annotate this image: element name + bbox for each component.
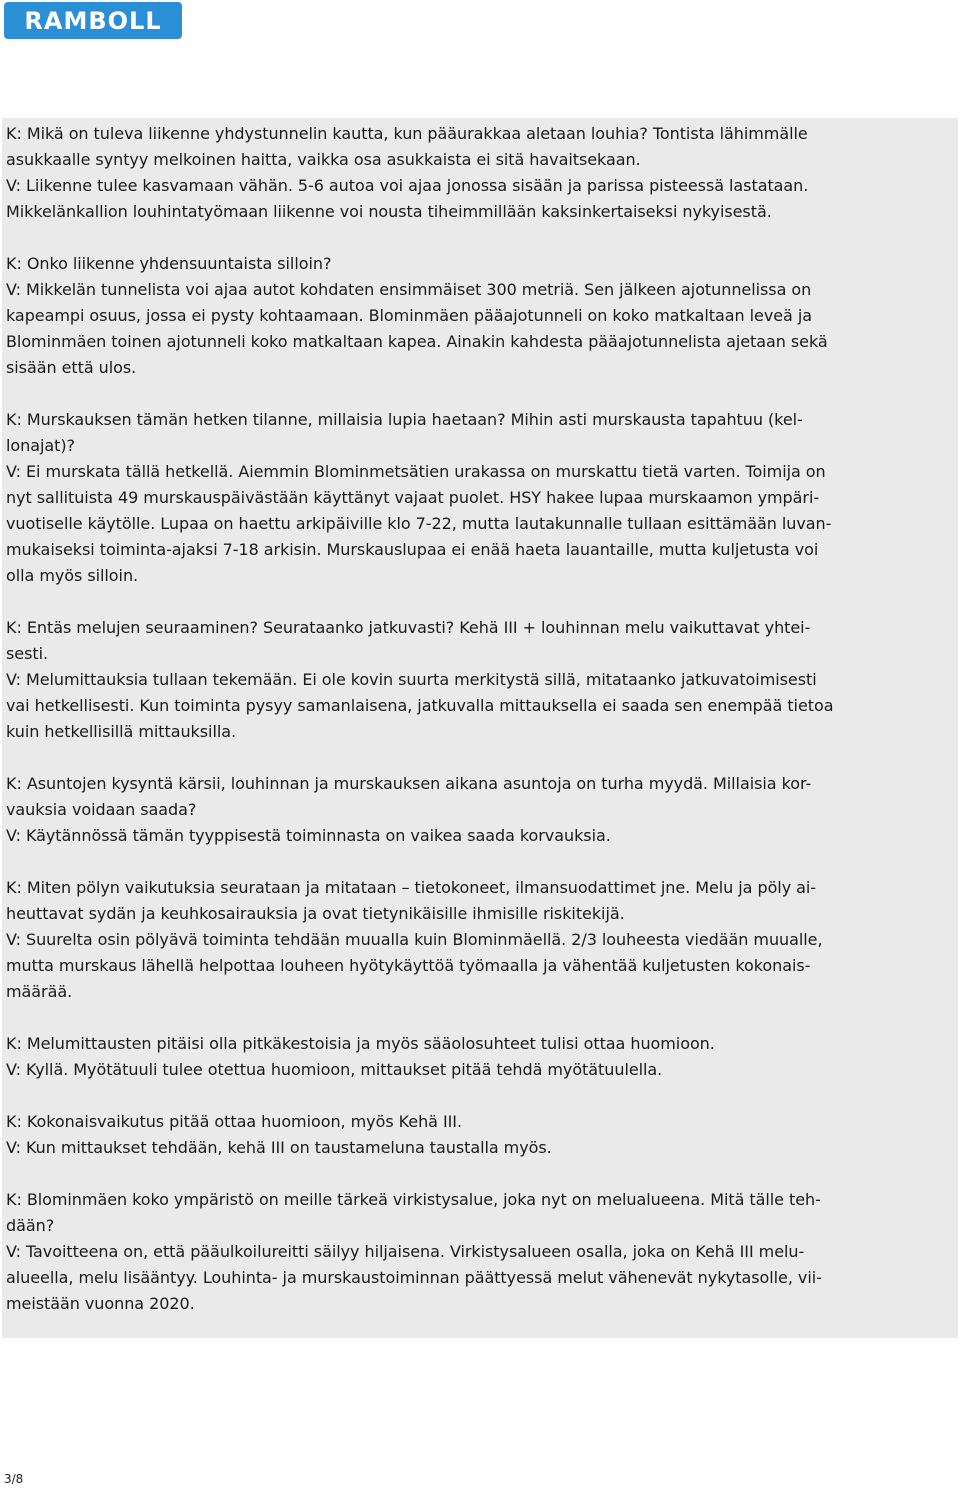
qa-content-box — [2, 118, 958, 1338]
qa-block — [6, 875, 954, 1005]
text-line: V: Ei murskata tällä hetkellä. Aiemmin Blominmetsätien urakassa on murskattu tietä varten. Toimija on — [6, 462, 826, 481]
text-line: V: Käytännössä tämän tyyppisestä toiminnasta on vaikea saada korvauksia. — [6, 826, 611, 845]
text-line: meistään vuonna 2020. — [6, 1294, 195, 1313]
page-number: 3/8 — [4, 1472, 24, 1486]
qa-block — [6, 407, 954, 589]
text-line: alueella, melu lisääntyy. Louhinta- ja murskaustoiminnan päättyessä melut vähenevät nykytasolle, vii- — [6, 1268, 822, 1287]
text-line: sisään että ulos. — [6, 358, 137, 377]
text-line: vuotiselle käytölle. Lupaa on haettu arkipäiville klo 7-22, mutta lautakunnalle tullaan esittämään luvan- — [6, 514, 832, 533]
qa-block — [6, 121, 954, 225]
text-line: lonajat)? — [6, 436, 75, 455]
text-line: V: Kun mittaukset tehdään, kehä III on taustameluna taustalla myös. — [6, 1138, 552, 1157]
qa-block — [6, 1187, 954, 1317]
text-line: K: Mikä on tuleva liikenne yhdystunnelin kautta, kun pääurakkaa aletaan louhia? Tontista lähimmälle — [6, 124, 808, 143]
text-line: K: Murskauksen tämän hetken tilanne, millaisia lupia haetaan? Mihin asti murskausta tapahtuu (kel- — [6, 410, 803, 429]
text-line: kapeampi osuus, jossa ei pysty kohtaamaan. Blominmäen pääajotunneli on koko matkaltaan leveä ja — [6, 306, 812, 325]
text-line: K: Kokonaisvaikutus pitää ottaa huomioon, myös Kehä III. — [6, 1112, 463, 1131]
text-line: nyt sallituista 49 murskauspäivästään käyttänyt vajaat puolet. HSY hakee lupaa murskaamon ympäri- — [6, 488, 820, 507]
text-line: V: Liikenne tulee kasvamaan vähän. 5-6 autoa voi ajaa jonossa sisään ja parissa pisteessä lastataan. — [6, 176, 809, 195]
text-line: K: Melumittausten pitäisi olla pitkäkestoisia ja myös sääolosuhteet tulisi ottaa huomioon. — [6, 1034, 715, 1053]
text-line: määrää. — [6, 982, 73, 1001]
text-line: kuin hetkellisillä mittauksilla. — [6, 722, 237, 741]
text-line: K: Onko liikenne yhdensuuntaista silloin? — [6, 254, 332, 273]
qa-block — [6, 251, 954, 381]
text-line: Blominmäen toinen ajotunneli koko matkaltaan kapea. Ainakin kahdesta pääajotunnelista ajetaan sekä — [6, 332, 828, 351]
text-line: asukkaalle syntyy melkoinen haitta, vaikka osa asukkaista ei sitä havaitsekaan. — [6, 150, 641, 169]
qa-block — [6, 1109, 954, 1161]
text-line: K: Asuntojen kysyntä kärsii, louhinnan ja murskauksen aikana asuntoja on turha myydä. Millaisia kor- — [6, 774, 812, 793]
text-line: K: Miten pölyn vaikutuksia seurataan ja mitataan – tietokoneet, ilmansuodattimet jne. Melu ja pöly ai- — [6, 878, 817, 897]
text-line: K: Entäs melujen seuraaminen? Seurataanko jatkuvasti? Kehä III + louhinnan melu vaikuttavat yhtei- — [6, 618, 811, 637]
text-line: olla myös silloin. — [6, 566, 139, 585]
text-line: mutta murskaus lähellä helpottaa louheen hyötykäyttöä työmaalla ja vähentää kuljetusten kokonais- — [6, 956, 811, 975]
text-line: V: Melumittauksia tullaan tekemään. Ei ole kovin suurta merkitystä sillä, mitataanko jatkuvatoimisesti — [6, 670, 817, 689]
text-line: heuttavat sydän ja keuhkosairauksia ja ovat tietynikäisille ihmisille riskitekijä. — [6, 904, 625, 923]
qa-block — [6, 1031, 954, 1083]
text-line: V: Suurelta osin pölyävä toiminta tehdään muualla kuin Blominmäellä. 2/3 louheesta viedään muualle, — [6, 930, 823, 949]
text-line: V: Tavoitteena on, että pääulkoilureitti säilyy hiljaisena. Virkistysalueen osalla, joka on Kehä III melu- — [6, 1242, 805, 1261]
text-line: dään? — [6, 1216, 55, 1235]
qa-block — [6, 615, 954, 745]
text-line: mukaiseksi toiminta-ajaksi 7-18 arkisin. Murskauslupaa ei enää haeta lauantaille, mutta kuljetusta voi — [6, 540, 819, 559]
text-line: vauksia voidaan saada? — [6, 800, 197, 819]
text-line: K: Blominmäen koko ympäristö on meille tärkeä virkistysalue, joka nyt on melualueena. Mitä tälle teh- — [6, 1190, 821, 1209]
qa-block — [6, 771, 954, 849]
ramboll-logo: RAMBOLL — [4, 2, 182, 39]
text-line: V: Kyllä. Myötätuuli tulee otettua huomioon, mittaukset pitää tehdä myötätuulella. — [6, 1060, 663, 1079]
text-line: vai hetkellisesti. Kun toiminta pysyy samanlaisena, jatkuvalla mittauksella ei saada sen enempää tietoa — [6, 696, 834, 715]
text-line: Mikkelänkallion louhintatyömaan liikenne voi nousta tiheimmillään kaksinkertaiseksi nykyisestä. — [6, 202, 772, 221]
text-line: sesti. — [6, 644, 49, 663]
text-line: V: Mikkelän tunnelista voi ajaa autot kohdaten ensimmäiset 300 metriä. Sen jälkeen ajotunnelissa on — [6, 280, 812, 299]
